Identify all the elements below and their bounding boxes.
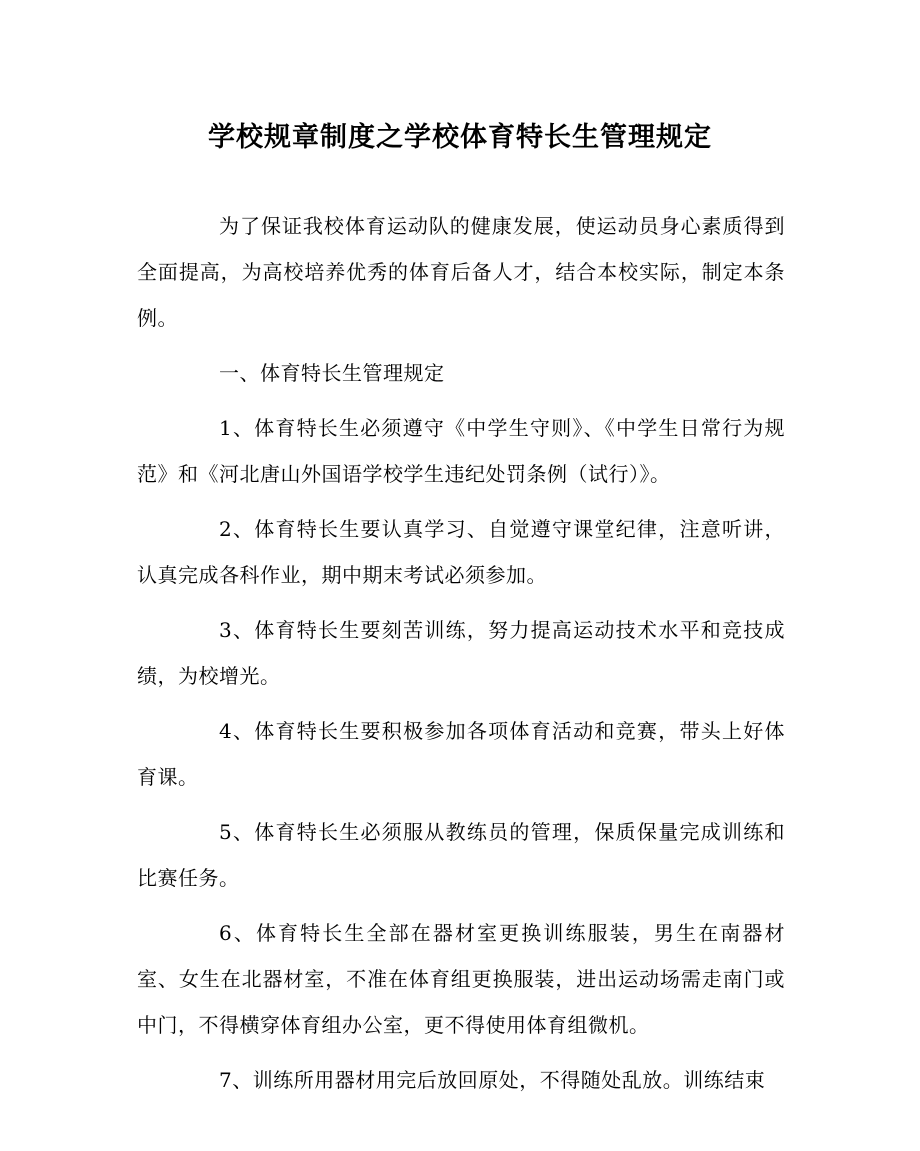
rule-paragraph-4: 4、体育特长生要积极参加各项体育活动和竞赛，带头上好体育课。: [137, 719, 785, 789]
document-body: [137, 203, 785, 1112]
document-title: 学校规章制度之学校体育特长生管理规定: [208, 122, 712, 153]
rule-paragraph-3: 3、体育特长生要刻苦训练，努力提高运动技术水平和竞技成绩，为校增光。: [137, 618, 785, 688]
rule-paragraph-5: 5、体育特长生必须服从教练员的管理，保质保量完成训练和比赛任务。: [137, 820, 785, 890]
section-heading: 一、体育特长生管理规定: [219, 361, 445, 385]
rule-paragraph-2: 2、体育特长生要认真学习、自觉遵守课堂纪律，注意听讲，认真完成各科作业，期中期末考试必须参加。: [137, 517, 785, 587]
intro-paragraph: 为了保证我校体育运动队的健康发展，使运动员身心素质得到全面提高，为高校培养优秀的体育后备人才，结合本校实际，制定本条例。: [137, 214, 785, 330]
rule-paragraph-6: 6、体育特长生全部在器材室更换训练服装，男生在南器材室、女生在北器材室，不准在体育组更换服装，进出运动场需走南门或中门，不得横穿体育组办公室，更不得使用体育组微机。: [137, 921, 785, 1037]
rule-paragraph-7: 7、训练所用器材用完后放回原处，不得随处乱放。训练结束: [219, 1068, 766, 1092]
rule-paragraph-1: 1、体育特长生必须遵守《中学生守则》、《中学生日常行为规范》和《河北唐山外国语学校学生违纪处罚条例（试行）》。: [137, 416, 785, 486]
